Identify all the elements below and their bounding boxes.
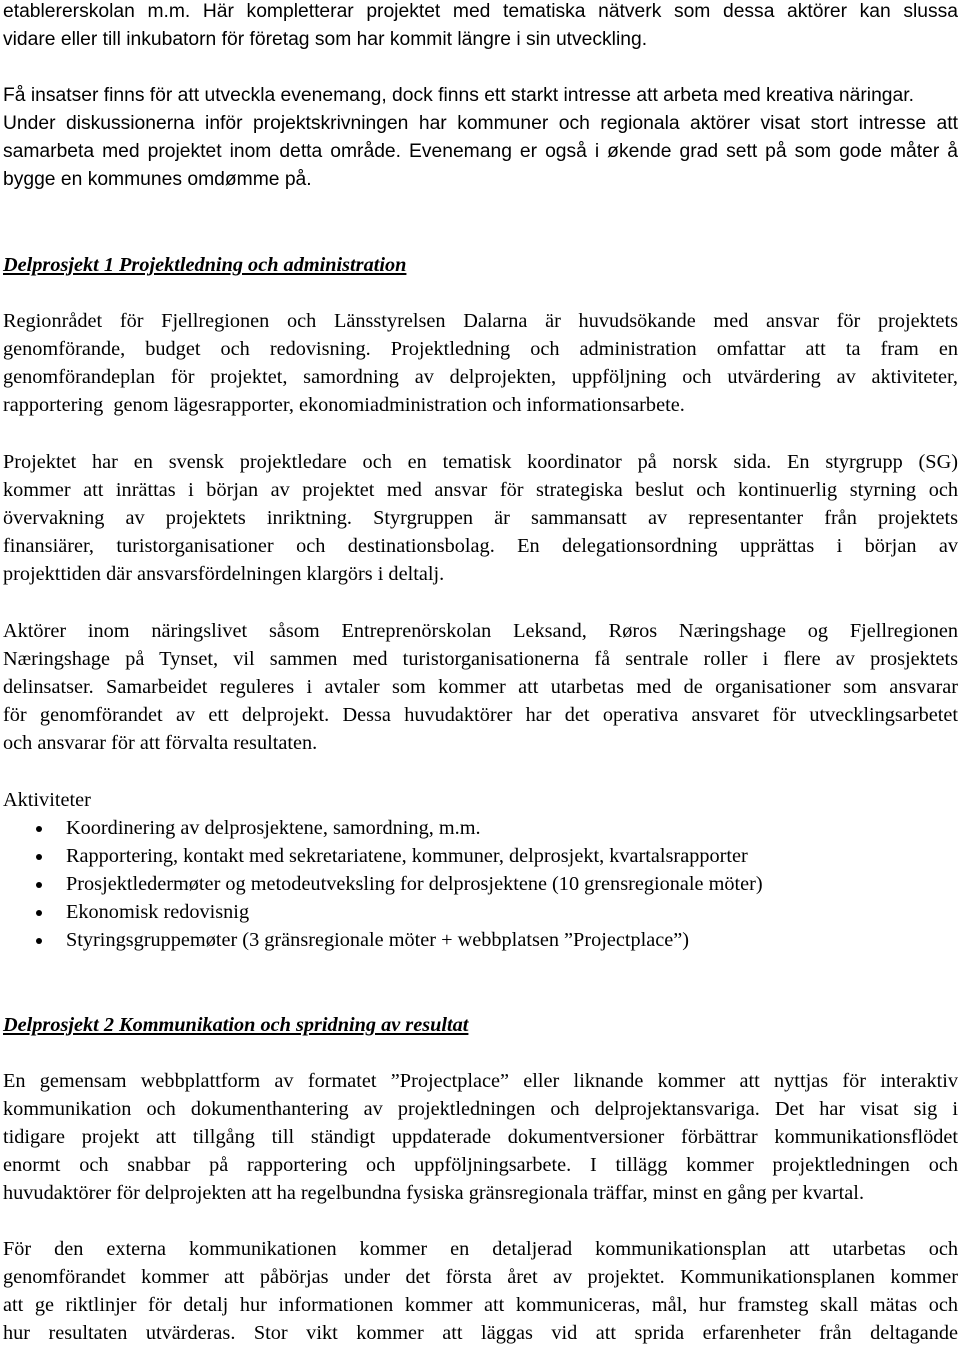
text-line: huvudaktörer för delprojekten att ha regelbundna fysiska gränsregionala träffar, minst en gång per kvartal. [3, 1182, 865, 1204]
text-line: genomförandet kommer att påbörjas under det första året av projektet. Kommunikationsplanen kommer [3, 1266, 958, 1288]
intro-paragraph [3, 0, 958, 54]
text-line: Aktörer inom näringslivet såsom Entreprenörskolan Leksand, Røros Næringshage og Fjellregionen [3, 620, 958, 642]
text-line: projekttiden där ansvarsfördelningen klargörs i deltalj. [3, 563, 445, 585]
text-line: hur resultaten utvärderas. Stor vikt kommer att läggas vid att sprida erfarenheter från deltagande [3, 1322, 958, 1344]
list-item-text: Rapportering, kontakt med sekretariatene, kommuner, delprosjekt, kvartalsrapporter [66, 845, 748, 867]
text-line: Få insatser finns för att utveckla evenemang, dock finns ett starkt intresse att arbeta med kreativa näringar. [3, 85, 914, 106]
text-line: bygge en kommunes omdømme på. [3, 169, 312, 190]
list-item [0, 898, 763, 926]
bullet-icon [36, 826, 42, 832]
text-line: kommunikation och dokumenthantering av projektledningen och delprojektansvariga. Det har visat sig i [3, 1098, 958, 1120]
text-line: samarbeta med projektet inom detta område. Evenemang er også i økende grad sett på som gode måter å [3, 141, 958, 162]
list-item-text: Ekonomisk redovisnig [66, 901, 250, 923]
section-heading-delprosjekt-2: Delprosjekt 2 Kommunikation och spridning av resultat [3, 1014, 469, 1036]
text-line: etablererskolan m.m. Här kompletterar projektet med tematiska nätverk som dessa aktörer kan slussa [3, 1, 958, 22]
list-item [0, 926, 763, 954]
text-line: att ge riktlinjer för detalj hur informationen kommer att kommuniceras, mål, hur framsteg skall mätas och [3, 1294, 958, 1316]
text-line: Næringshage på Tynset, vil sammen med turistorganisationerna få sentrale roller i flere av prosjektets [3, 648, 958, 670]
delprosjekt-1-paragraph-1 [3, 307, 958, 419]
text-line: delinsatser. Samarbeidet reguleres i avtaler som kommer att utarbetas med de organisationer som ansvarar [3, 676, 958, 698]
activities-list [0, 814, 763, 954]
text-line: övervakning av projektets inriktning. Styrgruppen är sammansatt av representanter från projektets [3, 507, 958, 529]
activities-label: Aktiviteter [3, 789, 91, 811]
text-line: Under diskussionerna inför projektskrivningen har kommuner och regionala aktörer visat stort intresse att [3, 113, 958, 134]
text-line: för genomförandet av ett delprojekt. Dessa huvudaktörer har det operativa ansvaret för utvecklingsarbetet [3, 704, 958, 726]
text-line: och ansvarar för att förvalta resultaten. [3, 732, 318, 754]
list-item-text: Koordinering av delprosjektene, samordning, m.m. [66, 817, 481, 839]
delprosjekt-1-paragraph-2 [3, 448, 958, 588]
text-line: tidigare projekt att tillgång till ständigt uppdaterade dokumentversioner förbättrar kommunikationsflödet [3, 1126, 958, 1148]
list-item [0, 842, 763, 870]
delprosjekt-2-paragraph-1 [3, 1067, 958, 1207]
text-line: vidare eller till inkubatorn för företag som har kommit längre i sin utveckling. [3, 29, 648, 50]
bullet-icon [36, 854, 42, 860]
text-line: En gemensam webbplattform av formatet ”Projectplace” eller liknande kommer att nyttjas för interaktiv [3, 1070, 958, 1092]
list-item-text: Styringsgruppemøter (3 gränsregionale möter + webbplatsen ”Projectplace”) [66, 929, 690, 951]
text-line: Projektet har en svensk projektledare och en tematisk koordinator på norsk sida. En styrgrupp (SG) [3, 451, 958, 473]
text-line: genomförande, budget och redovisning. Projektledning och administration omfattar att ta fram en [3, 338, 958, 360]
list-item [0, 814, 763, 842]
bullet-icon [36, 910, 42, 916]
bullet-icon [36, 882, 42, 888]
list-item [0, 870, 763, 898]
text-line: För den externa kommunikationen kommer en detaljerad kommunikationsplan att utarbetas och [3, 1238, 958, 1260]
text-line: genomförandeplan för projektet, samordning av delprojekten, uppföljning och utvärdering av aktiviteter, [3, 366, 958, 388]
text-line: finansiärer, turistorganisationer och destinationsbolag. En delegationsordning upprättas i början av [3, 535, 958, 557]
delprosjekt-1-paragraph-3 [3, 617, 958, 757]
text-line: kommer att inrättas i början av projektet med ansvar för strategiska beslut och kontinuerlig styrning och [3, 479, 958, 501]
list-item-text: Prosjektledermøter og metodeutveksling for delprosjektene (10 grensregionale möter) [66, 873, 763, 895]
section-heading-delprosjekt-1: Delprosjekt 1 Projektledning och administration [3, 254, 407, 276]
text-line: Regionrådet för Fjellregionen och Länsstyrelsen Dalarna är huvudsökande med ansvar för projektets [3, 310, 958, 332]
delprosjekt-2-paragraph-2 [3, 1235, 958, 1345]
text-line: rapportering genom lägesrapporter, ekonomiadministration och informationsarbete. [3, 394, 685, 416]
text-line: enormt och snabbar på rapportering och uppföljningsarbete. I tillägg kommer projektledningen och [3, 1154, 958, 1176]
bullet-icon [36, 938, 42, 944]
events-paragraph [3, 82, 958, 194]
